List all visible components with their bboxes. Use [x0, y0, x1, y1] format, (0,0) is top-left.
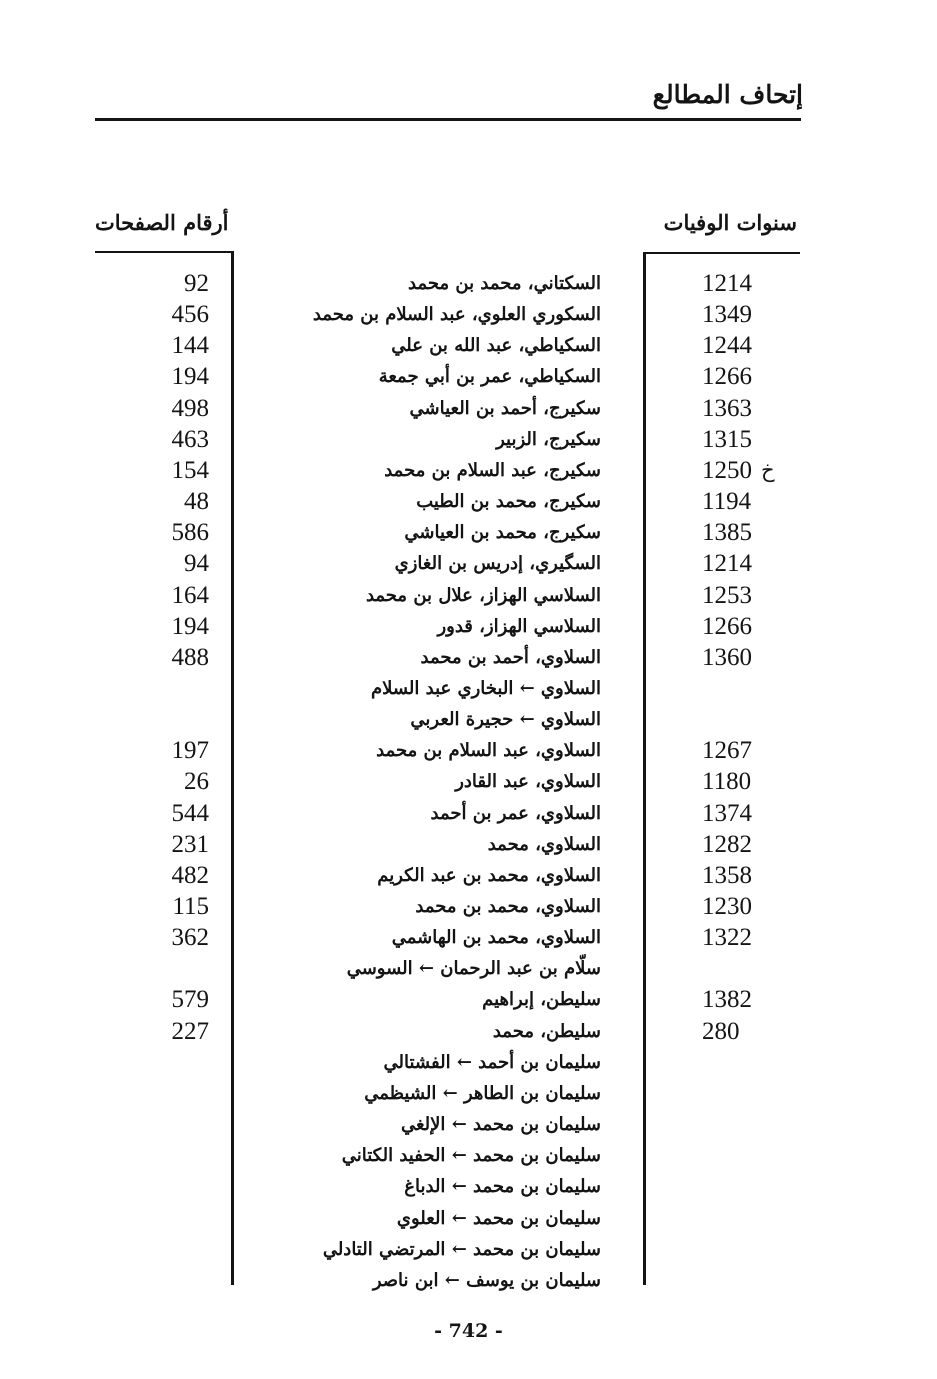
- index-entry-row: [0, 735, 937, 766]
- index-entry-row: [0, 611, 937, 642]
- index-entry-row: [0, 984, 937, 1015]
- page-number-cell: 463: [171, 426, 209, 453]
- entry-name-cell: السلاوي، محمد: [487, 834, 601, 855]
- entry-name-cell: السكياطي، عمر بن أبي جمعة: [378, 366, 601, 387]
- entry-name-cell: سكيرج، عبد السلام بن محمد: [384, 460, 601, 481]
- page-number-cell: 197: [171, 737, 209, 764]
- index-entry-row: [0, 704, 937, 735]
- year-marker-cell: خ: [761, 458, 775, 482]
- index-entry-row: [0, 1234, 937, 1265]
- page-number-cell: 586: [171, 519, 209, 546]
- header-rule: [95, 118, 801, 121]
- entry-name-cell: سكيرج، محمد بن الطيب: [416, 491, 601, 512]
- page-number: - 742 -: [434, 1320, 503, 1342]
- entry-name-cell: السكتاني، محمد بن محمد: [408, 273, 601, 294]
- index-entry-row: [0, 1078, 937, 1109]
- death-year-cell: 1382: [702, 986, 752, 1013]
- death-year-cell: 1349: [702, 301, 752, 328]
- index-entry-row: [0, 455, 937, 486]
- page-number-cell: 227: [171, 1018, 209, 1045]
- pages-column-top-rule: [95, 251, 234, 253]
- entry-name-cell: السلاوي، محمد بن محمد: [415, 896, 601, 917]
- entry-name-cell: سليمان بن يوسف ← ابن ناصر: [372, 1270, 601, 1291]
- entry-name-cell: سليمان بن محمد ← الإلغي: [401, 1114, 601, 1135]
- index-entry-row: [0, 1109, 937, 1140]
- index-entry-row: [0, 580, 937, 611]
- index-entry-row: [0, 673, 937, 704]
- index-entry-row: [0, 1203, 937, 1234]
- index-entry-row: [0, 486, 937, 517]
- death-year-cell: 1315: [702, 426, 752, 453]
- page-number-cell: 144: [171, 332, 209, 359]
- entry-name-cell: السلاسي الهزاز، علال بن محمد: [365, 585, 601, 606]
- page-number-cell: 194: [171, 363, 209, 390]
- page-number-cell: 482: [171, 862, 209, 889]
- page-number-cell: 488: [171, 644, 209, 671]
- entry-name-cell: السلاوي، عبد السلام بن محمد: [376, 740, 601, 761]
- death-year-cell: 1253: [702, 582, 752, 609]
- running-header-title: إتحاف المطالع: [652, 80, 803, 109]
- death-year-cell: 1214: [702, 270, 752, 297]
- entry-name-cell: السلاوي، محمد بن عبد الكريم: [377, 865, 601, 886]
- index-entry-row: [0, 922, 937, 953]
- entry-name-cell: السلاوي ← البخاري عبد السلام: [370, 678, 601, 699]
- index-entry-row: [0, 891, 937, 922]
- index-entry-row: [0, 1047, 937, 1078]
- index-entry-row: [0, 268, 937, 299]
- page-number-cell: 154: [171, 457, 209, 484]
- entry-name-cell: سليمان بن محمد ← العلوي: [396, 1208, 601, 1229]
- death-year-cell: 1374: [702, 800, 752, 827]
- page-number-cell: 94: [184, 550, 209, 577]
- entry-name-cell: سكيرج، الزبير: [496, 429, 601, 450]
- entry-name-cell: السلاوي، محمد بن الهاشمي: [391, 927, 601, 948]
- entry-name-cell: سليطن، إبراهيم: [482, 989, 601, 1010]
- index-entry-row: [0, 424, 937, 455]
- entry-name-cell: سليمان بن أحمد ← الفشتالي: [383, 1052, 601, 1073]
- index-entry-row: [0, 798, 937, 829]
- death-year-cell: 1250: [702, 457, 752, 484]
- entry-name-cell: السگيري، إدريس بن الغازي: [394, 553, 601, 574]
- death-year-cell: 1194: [702, 488, 752, 515]
- entry-name-cell: السلاوي ← حجيرة العربي: [410, 709, 601, 730]
- index-entry-row: [0, 361, 937, 392]
- page-number-cell: 498: [171, 395, 209, 422]
- entry-name-cell: السكوري العلوي، عبد السلام بن محمد: [312, 304, 601, 325]
- death-years-heading: سنوات الوفيات: [663, 210, 797, 235]
- years-column-top-rule: [645, 252, 800, 254]
- page-number-cell: 92: [184, 270, 209, 297]
- page-number-cell: 48: [184, 488, 209, 515]
- index-entry-row: [0, 860, 937, 891]
- index-entry-row: [0, 330, 937, 361]
- death-year-cell: 280: [702, 1018, 740, 1045]
- death-year-cell: 1214: [702, 550, 752, 577]
- page-number-cell: 362: [171, 924, 209, 951]
- entry-name-cell: السلاوي، أحمد بن محمد: [420, 647, 601, 668]
- entry-name-cell: السكياطي، عبد الله بن علي: [391, 335, 601, 356]
- death-year-cell: 1244: [702, 332, 752, 359]
- index-entry-row: [0, 829, 937, 860]
- page-number-cell: 456: [171, 301, 209, 328]
- page-number-cell: 164: [171, 582, 209, 609]
- death-year-cell: 1322: [702, 924, 752, 951]
- index-entry-row: [0, 393, 937, 424]
- entry-name-cell: السلاوي، عبد القادر: [455, 771, 601, 792]
- entry-name-cell: سكيرج، أحمد بن العياشي: [409, 398, 601, 419]
- death-year-cell: 1385: [702, 519, 752, 546]
- death-year-cell: 1358: [702, 862, 752, 889]
- page-numbers-heading: أرقام الصفحات: [95, 210, 229, 235]
- page-number-cell: 194: [171, 613, 209, 640]
- index-entry-row: [0, 1171, 937, 1202]
- entry-name-cell: سليمان بن محمد ← الحفيد الكتاني: [341, 1145, 601, 1166]
- entry-name-cell: سليمان بن محمد ← المرتضي التادلي: [322, 1239, 601, 1260]
- death-year-cell: 1180: [702, 768, 752, 795]
- death-year-cell: 1266: [702, 613, 752, 640]
- entry-name-cell: سليمان بن الطاهر ← الشيظمي: [364, 1083, 601, 1104]
- entry-name-cell: السلاسي الهزاز، قدور: [437, 616, 601, 637]
- page-number-cell: 579: [171, 986, 209, 1013]
- page-number-cell: 115: [172, 893, 209, 920]
- index-entry-row: [0, 1140, 937, 1171]
- index-entry-row: [0, 953, 937, 984]
- page-number-cell: 231: [171, 831, 209, 858]
- entry-name-cell: سلّام بن عبد الرحمان ← السوسي: [346, 958, 601, 979]
- index-entry-row: [0, 548, 937, 579]
- index-entry-row: [0, 1265, 937, 1296]
- index-entry-row: [0, 1016, 937, 1047]
- page-number-cell: 26: [184, 768, 209, 795]
- index-entry-row: [0, 642, 937, 673]
- death-year-cell: 1363: [702, 395, 752, 422]
- index-entry-row: [0, 766, 937, 797]
- entry-name-cell: سكيرج، محمد بن العياشي: [404, 522, 601, 543]
- entry-name-cell: سليطن، محمد: [492, 1021, 601, 1042]
- death-year-cell: 1360: [702, 644, 752, 671]
- entry-name-cell: السلاوي، عمر بن أحمد: [430, 803, 601, 824]
- entry-name-cell: سليمان بن محمد ← الدباغ: [404, 1176, 601, 1197]
- index-entry-row: [0, 299, 937, 330]
- page-number-cell: 544: [171, 800, 209, 827]
- death-year-cell: 1266: [702, 363, 752, 390]
- death-year-cell: 1267: [702, 737, 752, 764]
- index-entry-row: [0, 517, 937, 548]
- death-year-cell: 1230: [702, 893, 752, 920]
- death-year-cell: 1282: [702, 831, 752, 858]
